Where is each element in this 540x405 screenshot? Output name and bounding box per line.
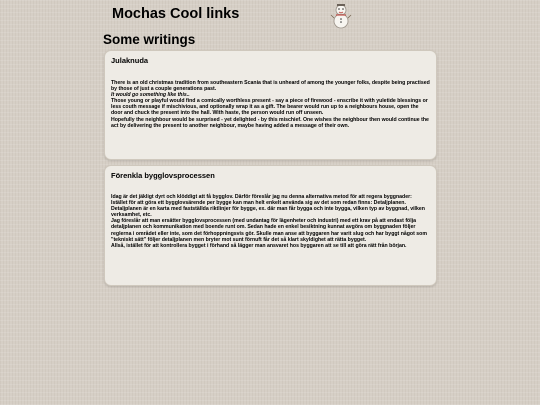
post-paragraph: There is an old christmas tradition from southeastern Scania that is unheard of among the younger folks, despite being practised by those of just a couple generations past. xyxy=(111,80,430,93)
post-body xyxy=(111,80,430,129)
post-paragraph: Idag är det jäkligt dyrt och klöddigt att få bygglov. Därför föreslår jag nu denna alternativa metod för att regera byggnader: xyxy=(111,194,412,200)
snowman-logo-icon xyxy=(330,3,352,29)
post-title: Förenkla bygglovsprocessen xyxy=(111,171,215,180)
post-paragraph: Jag föreslår att man ersätter bygglovsprocessen (med undantag för lägenheter och industri) med ett krav på att endast följa detaljplanen och kommunikation med boende runt om. Sedan hade en enkel besiktning kunnat avgöra om byggnaden följer reglerna i området eller inte, som det förhoppningsvis gör. Skulle man anse att byggaren har varit slug och har byggt något som "tekniskt sätt" följer detaljplanen men bryter mot sunt förnuft får det så klart skyldighet att rätta bygget. xyxy=(111,218,427,243)
post-card xyxy=(104,165,437,286)
post-card xyxy=(104,50,437,160)
post-paragraph: Those young or playful would find a comically worthless present - say a piece of firewood - enscribe it with yuletide blessings or less couth message if mischivious, and optionally wrap it as a gift. The bearer would run up to a neighbours house, open the door and chuck the present into the hall. With haste, the person would run off unseen. xyxy=(111,98,428,117)
section-heading: Some writings xyxy=(103,32,196,47)
post-body xyxy=(111,194,430,249)
post-title: Julaknuda xyxy=(111,56,149,65)
post-paragraph: Istället för att göra ett bygglovsärende per bygge kan man helt enkelt använda sig av det som redan finns: Detaljplanen. Detaljplanen är en karta med fastställda riktlinjer för bygge, ex. där man får bygga och inte bygga, vilken typ av byggnad, vilken verksamhet, etc. xyxy=(111,200,425,219)
site-title: Mochas Cool links xyxy=(112,6,240,22)
post-paragraph: Hopefully the neighbour would be surprised - yet delighted - by this mischief. One wishes the neighbour then would continue the act by delivering the present to another neighbour, maybe having added a message of their own. xyxy=(111,116,429,129)
post-paragraph: Allså, istället för att kontrollera bygget i förhand så lägger man ansvaret hos byggaren att se till att göra rätt från början. xyxy=(111,242,407,249)
post-paragraph: It would go something like this.. xyxy=(111,92,190,99)
